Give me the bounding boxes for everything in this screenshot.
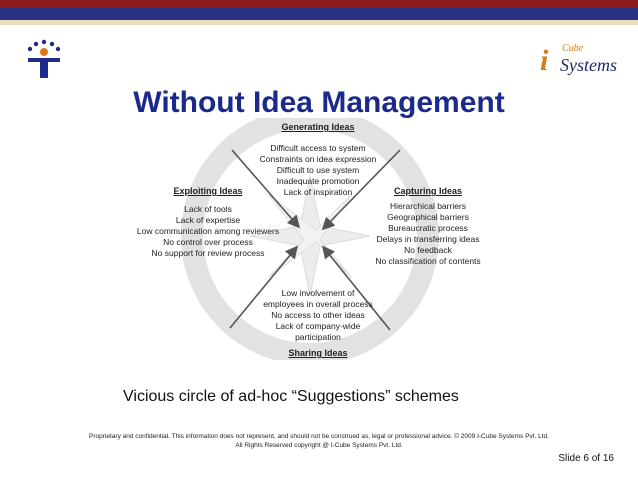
- generating-heading: Generating Ideas: [281, 122, 355, 132]
- capturing-item: Geographical barriers: [387, 212, 469, 222]
- exploiting-item: Low communication among reviewers: [136, 226, 280, 236]
- capturing-item: No classification of contents: [375, 256, 481, 266]
- sharing-item: Low involvement of: [281, 288, 355, 298]
- capturing-item: Bureaucratic process: [388, 223, 468, 233]
- logo-cube-text: Cube: [562, 43, 584, 54]
- exploiting-item: No support for review process: [151, 248, 265, 258]
- person-logo-icon: [22, 38, 66, 82]
- generating-item: Constraints on idea expression: [259, 154, 377, 164]
- sharing-heading: Sharing Ideas: [288, 348, 348, 358]
- header-bar-tan: [0, 20, 638, 25]
- generating-item: Lack of inspiration: [283, 187, 353, 197]
- sharing-item: No access to other ideas: [271, 310, 365, 320]
- generating-item: Difficult access to system: [270, 143, 366, 153]
- exploiting-item: Lack of tools: [184, 204, 232, 214]
- sharing-item: participation: [295, 332, 341, 342]
- slide-caption: Vicious circle of ad-hoc “Suggestions” schemes: [123, 388, 459, 405]
- slide-title: Without Idea Management: [133, 86, 505, 119]
- footer-line-2: All Rights Reserved copyright @ I-Cube Systems Pvt. Ltd.: [235, 442, 403, 449]
- exploiting-item: Lack of expertise: [175, 215, 241, 225]
- header-bar-red: [0, 0, 638, 8]
- exploiting-heading: Exploiting Ideas: [173, 186, 243, 196]
- sharing-item: Lack of company-wide: [275, 321, 361, 331]
- footer-line-1: Proprietary and confidential. This information does not represent, and should not be construed as, legal or professional advice. © 2009 I-Cube Systems Pvt. Ltd.: [89, 433, 549, 440]
- header-bar-navy: [0, 8, 638, 20]
- capturing-item: No feedback: [404, 245, 452, 255]
- i-cube-systems-logo: [538, 42, 630, 78]
- sharing-item: employees in overall process: [263, 299, 373, 309]
- idea-cycle-diagram: [120, 118, 500, 360]
- slide-number: Slide 6 of 16: [558, 453, 614, 464]
- exploiting-item: No control over process: [163, 237, 253, 247]
- generating-item: Difficult to use system: [276, 165, 360, 175]
- generating-item: Inadequate promotion: [276, 176, 360, 186]
- capturing-item: Delays in transferring ideas: [376, 234, 480, 244]
- logo-systems-text: Systems: [560, 55, 617, 75]
- logo-i-letter: i: [540, 44, 549, 77]
- capturing-heading: Capturing Ideas: [393, 186, 462, 196]
- footer-disclaimer: [0, 432, 638, 450]
- capturing-item: Hierarchical barriers: [389, 201, 467, 211]
